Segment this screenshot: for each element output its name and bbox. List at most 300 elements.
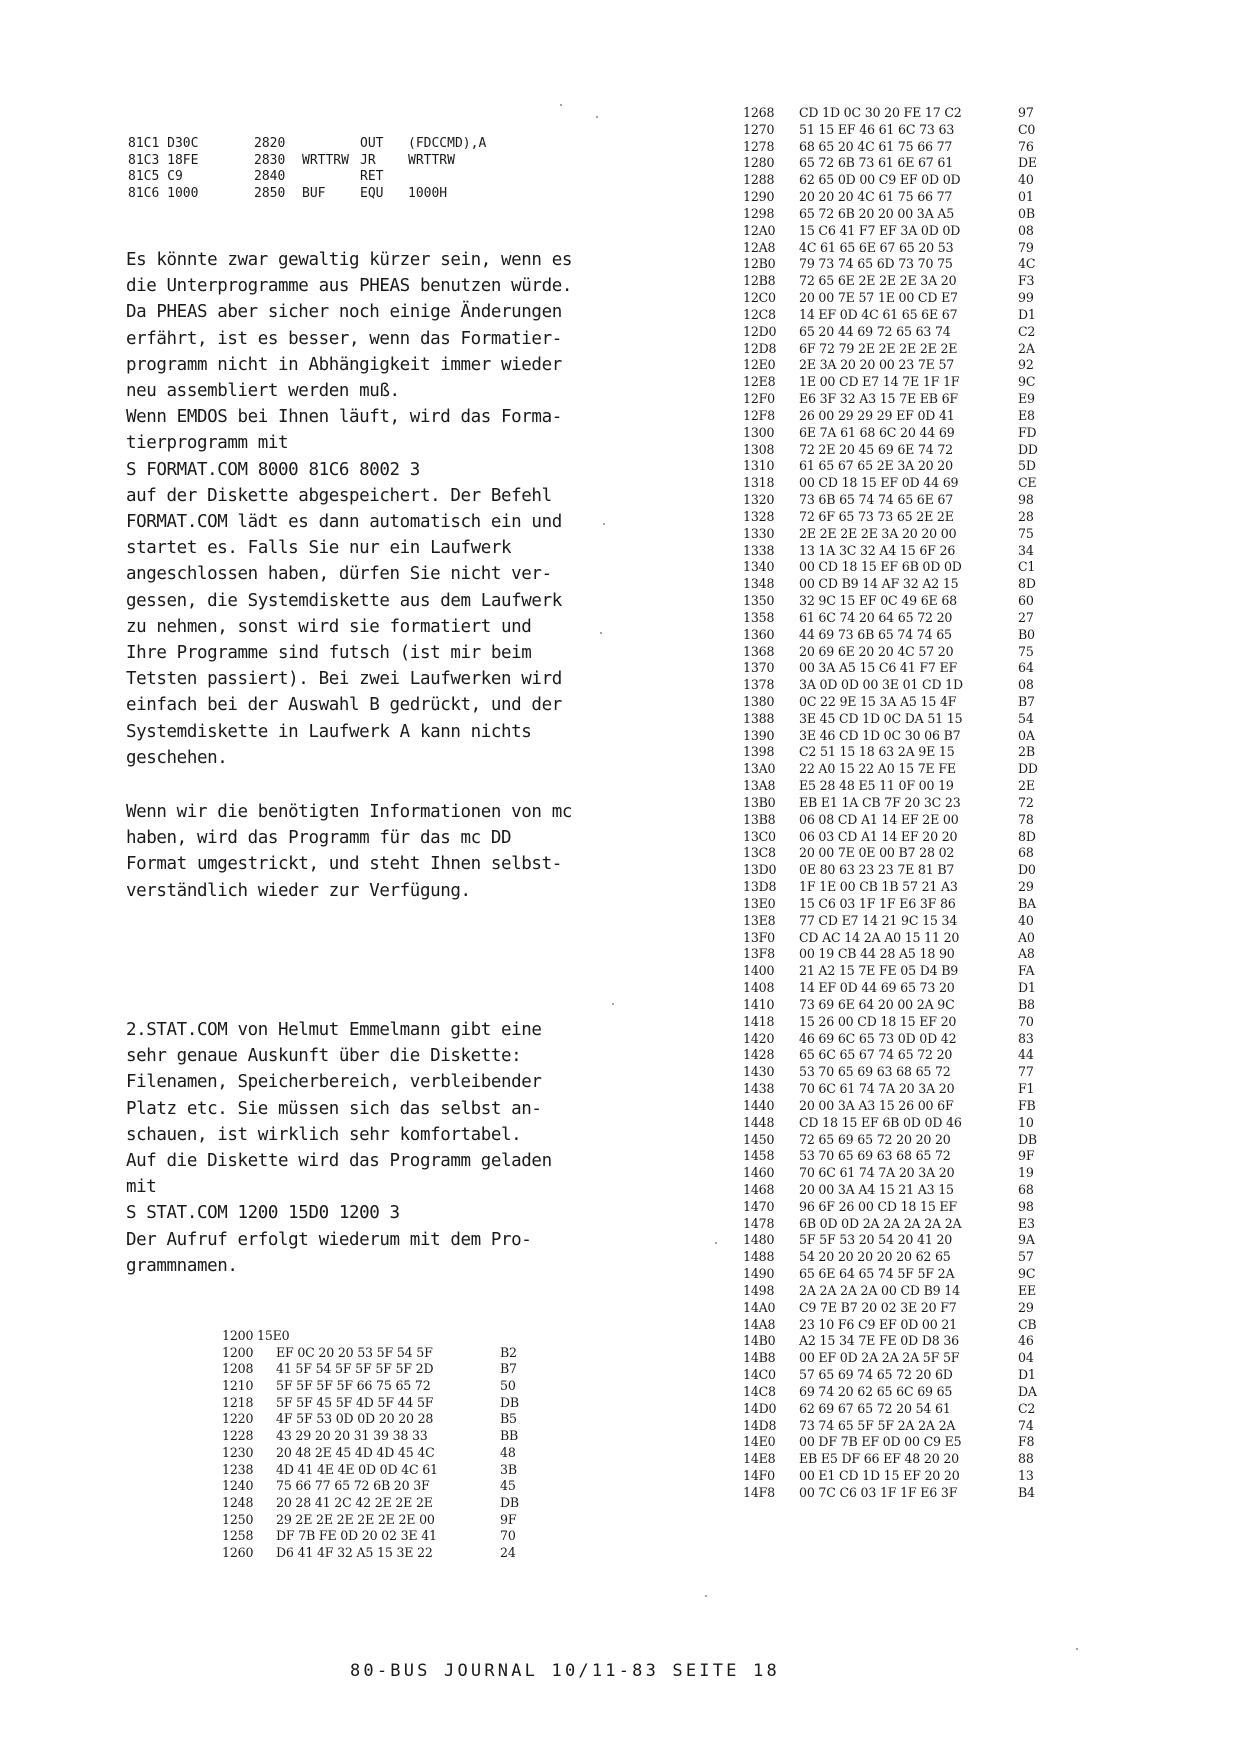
text-line: neu assembliert werden muß.	[126, 381, 400, 402]
text-line: verständlich wieder zur Verfügung.	[126, 880, 471, 901]
hex-row	[743, 223, 1043, 240]
hex-row	[743, 1115, 1043, 1132]
hex-checksum: 5D	[1018, 458, 1036, 474]
hex-checksum: 98	[1018, 492, 1034, 508]
hex-bytes: 32 9C 15 EF 0C 49 6E 68	[799, 593, 957, 609]
hex-address: 13D8	[743, 879, 777, 895]
hex-address: 1318	[743, 475, 775, 491]
hex-checksum: 72	[1018, 794, 1034, 810]
hex-address: 1460	[743, 1165, 775, 1181]
hex-checksum: A8	[1018, 946, 1035, 962]
hex-bytes: EF 0C 20 20 53 5F 54 5F	[276, 1344, 433, 1360]
hex-row	[743, 593, 1043, 610]
text-line: Systemdiskette in Laufwerk A kann nichts	[126, 721, 532, 742]
hex-bytes: 68 65 20 4C 61 75 66 77	[799, 138, 953, 154]
text-line: Wenn wir die benötigten Informationen von mc	[126, 802, 572, 822]
hex-checksum: 04	[1018, 1350, 1034, 1366]
hex-address: 1398	[743, 744, 775, 760]
hex-bytes: 14 EF 0D 4C 61 65 6E 67	[799, 306, 958, 322]
hex-address: 1350	[743, 593, 775, 609]
hex-address: 1298	[743, 205, 775, 221]
hex-address: 12F8	[743, 407, 775, 423]
hex-address: 1450	[743, 1131, 775, 1147]
text-line: 2.STAT.COM von Helmut Emmelmann gibt eine	[126, 1020, 542, 1040]
text-line: auf der Diskette abgespeichert. Der Befehl	[126, 485, 552, 506]
hex-address: 1240	[222, 1478, 254, 1494]
hex-bytes: 3E 46 CD 1D 0C 30 06 B7	[799, 727, 961, 743]
hex-bytes: 06 03 CD A1 14 EF 20 20	[799, 828, 958, 844]
hex-row	[222, 1361, 522, 1378]
hex-address: 12D8	[743, 340, 777, 356]
hex-address: 1228	[222, 1428, 254, 1444]
hex-bytes: 26 00 29 29 29 EF 0D 41	[799, 407, 955, 423]
hex-bytes: D6 41 4F 32 A5 15 3E 22	[276, 1544, 433, 1560]
hex-address: 1470	[743, 1198, 775, 1214]
hex-address: 1380	[743, 693, 775, 709]
hex-row	[743, 105, 1043, 122]
hex-row	[743, 1098, 1043, 1115]
hex-checksum: 34	[1018, 542, 1034, 558]
hex-address: 1278	[743, 138, 775, 154]
hex-checksum: F8	[1018, 1434, 1035, 1450]
hex-bytes: 00 E1 CD 1D 15 EF 20 20	[799, 1468, 960, 1484]
hex-row	[222, 1428, 522, 1445]
hex-row	[743, 1249, 1043, 1266]
hex-bytes: 23 10 F6 C9 EF 0D 00 21	[799, 1316, 957, 1332]
hex-address: 13E0	[743, 895, 776, 911]
hex-address: 14C8	[743, 1383, 776, 1399]
asm-operand: WRTTRW	[408, 152, 455, 168]
hex-checksum: 13	[1018, 1468, 1034, 1484]
hex-checksum: B5	[500, 1411, 517, 1427]
hex-bytes: 96 6F 26 00 CD 18 15 EF	[799, 1198, 957, 1214]
text-line: Ihre Programme sind futsch (ist mir beim	[126, 643, 532, 664]
hex-bytes: 5F 5F 5F 5F 66 75 65 72	[276, 1378, 431, 1394]
asm-opcode: JR	[360, 152, 376, 168]
hex-checksum: E3	[1018, 1215, 1035, 1231]
hex-bytes: 53 70 65 69 63 68 65 72	[799, 1148, 951, 1164]
hex-address: 1338	[743, 542, 775, 558]
hex-address: 12A0	[743, 222, 776, 238]
hex-checksum: 98	[1018, 1198, 1034, 1214]
hex-row	[743, 980, 1043, 997]
hex-bytes: 2E 2E 2E 2E 3A 20 20 00	[799, 525, 957, 541]
hex-row	[743, 963, 1043, 980]
text-line: FORMAT.COM lädt es dann automatisch ein und	[126, 512, 562, 533]
hex-row	[743, 509, 1043, 526]
hex-checksum: B7	[500, 1361, 517, 1377]
hex-row	[743, 475, 1043, 492]
hex-bytes: 61 65 67 65 2E 3A 20 20	[799, 458, 953, 474]
hex-row	[743, 930, 1043, 947]
hex-bytes: 00 EF 0D 2A 2A 2A 5F 5F	[799, 1350, 960, 1366]
hex-bytes: 65 72 6B 73 61 6E 67 61	[799, 155, 954, 171]
hex-address: 1468	[743, 1182, 775, 1197]
hex-bytes: 65 72 6B 20 20 00 3A A5	[799, 205, 955, 221]
hex-bytes: 70 6C 61 74 7A 20 3A 20	[799, 1081, 955, 1097]
hex-checksum: 64	[1018, 660, 1034, 676]
asm-opcode: EQU	[360, 185, 384, 201]
hex-address: 14D8	[743, 1417, 777, 1433]
hex-bytes: 79 73 74 65 6D 73 70 75	[799, 256, 953, 272]
hex-checksum: 0B	[1018, 205, 1035, 221]
text-line: Auf die Diskette wird das Programm geladen	[126, 1151, 552, 1172]
scan-speck	[1076, 1648, 1078, 1650]
hex-address: 1220	[222, 1411, 254, 1427]
hex-checksum: CB	[1018, 1316, 1037, 1332]
hex-row	[743, 1148, 1043, 1165]
hex-row	[743, 778, 1043, 795]
hex-checksum: 75	[1018, 643, 1034, 659]
hex-address: 1488	[743, 1249, 775, 1265]
hex-address: 12C0	[743, 290, 776, 306]
hex-checksum: 9C	[1018, 374, 1036, 390]
text-line: die Unterprogramme aus PHEAS benutzen würde.	[126, 276, 572, 297]
hex-address: 1348	[743, 576, 775, 592]
hex-bytes: 0E 80 63 23 23 7E 81 B7	[799, 862, 955, 878]
hex-address: 1408	[743, 980, 775, 996]
hex-bytes: 5F 5F 45 5F 4D 5F 44 5F	[276, 1394, 434, 1410]
hex-checksum: D1	[1018, 1367, 1036, 1383]
hex-checksum: D1	[1018, 980, 1036, 996]
hex-address: 12B0	[743, 256, 776, 272]
hex-address: 1418	[743, 1013, 775, 1029]
hex-checksum: B7	[1018, 693, 1035, 709]
text-line: S STAT.COM 1200 15D0 1200 3	[126, 1203, 400, 1224]
asm-line	[128, 186, 486, 203]
hex-address: 1230	[222, 1444, 254, 1460]
asm-line-number: 2840	[254, 169, 286, 184]
hex-checksum: 46	[1018, 1333, 1034, 1349]
hex-bytes: 13 1A 3C 32 A4 15 6F 26	[799, 542, 956, 558]
hex-row	[743, 357, 1043, 374]
hex-bytes: 15 26 00 CD 18 15 EF 20	[799, 1013, 957, 1029]
hex-row	[743, 1300, 1043, 1317]
hex-address: 14D0	[743, 1400, 777, 1416]
text-line: Tetsten passiert). Bei zwei Laufwerken wird	[126, 669, 562, 690]
scan-speck	[612, 1003, 614, 1005]
hex-row	[743, 795, 1043, 812]
hex-bytes: 43 29 20 20 31 39 38 33	[276, 1428, 428, 1444]
hex-address: 1420	[743, 1030, 775, 1046]
hex-address: 14B8	[743, 1350, 776, 1366]
hex-bytes: 20 20 20 4C 61 75 66 77	[799, 189, 953, 205]
hex-checksum: 9A	[1018, 1232, 1035, 1248]
hex-bytes: 00 CD 18 15 EF 0D 44 69	[799, 475, 959, 491]
hex-row	[743, 543, 1043, 560]
hex-address: 13A8	[743, 778, 776, 794]
hex-row	[222, 1445, 522, 1462]
hex-address: 1200	[222, 1344, 254, 1360]
hex-checksum: DE	[1018, 155, 1037, 171]
hex-row	[743, 862, 1043, 879]
text-line: Wenn EMDOS bei Ihnen läuft, wird das Forma-	[126, 407, 562, 428]
hex-bytes: 21 A2 15 7E FE 05 D4 B9	[799, 963, 959, 979]
hex-row	[222, 1478, 522, 1495]
hex-checksum: DA	[1018, 1383, 1037, 1399]
hex-bytes: 73 6B 65 74 74 65 6E 67	[799, 492, 954, 508]
hex-address: 1340	[743, 559, 775, 575]
hex-address: 13C0	[743, 828, 776, 844]
hex-checksum: 44	[1018, 1047, 1034, 1063]
hex-row	[743, 425, 1043, 442]
hex-checksum: D0	[1018, 862, 1036, 878]
paragraph-format-program	[126, 247, 601, 771]
hex-row	[743, 1333, 1043, 1350]
hex-bytes: 00 DF 7B EF 0D 00 C9 E5	[799, 1434, 962, 1450]
hex-bytes: 5F 5F 53 20 54 20 41 20	[799, 1232, 953, 1248]
hex-bytes: 15 C6 41 F7 EF 3A 0D 0D	[799, 222, 961, 238]
hex-bytes: 00 19 CB 44 28 A5 18 90	[799, 946, 955, 962]
paragraph-mc-dd-format	[126, 799, 601, 904]
hex-checksum: 83	[1018, 1030, 1034, 1046]
text-line: Filenamen, Speicherbereich, verbleibender	[126, 1072, 542, 1093]
hex-row	[743, 913, 1043, 930]
hex-checksum: FA	[1018, 963, 1035, 979]
hex-row	[743, 122, 1043, 139]
hex-checksum: DB	[1018, 1131, 1037, 1147]
hex-row	[222, 1462, 522, 1479]
hex-row	[743, 458, 1043, 475]
hex-bytes: 2E 3A 20 20 00 23 7E 57	[799, 357, 955, 373]
hex-checksum: 57	[1018, 1249, 1034, 1265]
hex-bytes: 4D 41 4E 4E 0D 0D 4C 61	[276, 1461, 438, 1477]
hex-row	[743, 526, 1043, 543]
hex-row	[743, 324, 1043, 341]
hex-checksum: 3B	[500, 1461, 517, 1477]
asm-address: 81C3 18FE	[128, 152, 199, 168]
hex-address: 1478	[743, 1215, 775, 1231]
hex-checksum: 9F	[1018, 1148, 1035, 1164]
hex-bytes: EB E1 1A CB 7F 20 3C 23	[799, 794, 961, 810]
text-line: grammnamen.	[126, 1255, 238, 1276]
hex-address: 1370	[743, 660, 775, 676]
hex-checksum: FD	[1018, 424, 1037, 440]
hex-bytes: 20 28 41 2C 42 2E 2E 2E	[276, 1494, 433, 1510]
hex-address: 12A8	[743, 239, 776, 255]
hex-bytes: E6 3F 32 A3 15 7E EB 6F	[799, 391, 958, 407]
hex-address: 14E8	[743, 1451, 776, 1467]
text-line: Da PHEAS aber sicher noch einige Änderungen	[126, 302, 562, 323]
text-line: angeschlossen haben, dürfen Sie nicht ver-	[126, 564, 552, 585]
hex-checksum: 92	[1018, 357, 1034, 373]
hex-checksum: 50	[500, 1378, 516, 1394]
hex-row	[743, 442, 1043, 459]
hex-checksum: 68	[1018, 845, 1034, 861]
hex-bytes: 62 65 0D 00 C9 EF 0D 0D	[799, 172, 961, 188]
hex-bytes: 53 70 65 69 63 68 65 72	[799, 1064, 951, 1080]
hex-bytes: 0C 22 9E 15 3A A5 15 4F	[799, 693, 957, 709]
hex-row	[743, 1468, 1043, 1485]
hex-address: 1358	[743, 609, 775, 625]
hex-address: 13B0	[743, 794, 776, 810]
hex-bytes: 00 7C C6 03 1F 1F E6 3F	[799, 1484, 958, 1500]
hex-row	[222, 1545, 522, 1562]
hex-row	[743, 744, 1043, 761]
hex-bytes: 6B 0D 0D 2A 2A 2A 2A 2A	[799, 1215, 962, 1231]
hex-address: 1270	[743, 121, 775, 137]
hex-bytes: 51 15 EF 46 61 6C 73 63	[799, 121, 955, 137]
hex-address: 1260	[222, 1544, 254, 1560]
hex-row	[743, 1317, 1043, 1334]
hex-bytes: CD 1D 0C 30 20 FE 17 C2	[799, 105, 962, 120]
hex-row	[743, 1434, 1043, 1451]
hex-bytes: E5 28 48 E5 11 0F 00 19	[799, 778, 954, 794]
hex-bytes: 20 00 7E 57 1E 00 CD E7	[799, 290, 958, 306]
hex-row	[743, 559, 1043, 576]
hex-row	[743, 341, 1043, 358]
text-line: Der Aufruf erfolgt wiederum mit dem Pro-	[126, 1229, 532, 1250]
hex-row	[743, 240, 1043, 257]
hex-bytes: CD AC 14 2A A0 15 11 20	[799, 929, 960, 945]
hex-checksum: 88	[1018, 1451, 1034, 1467]
hex-bytes: 06 08 CD A1 14 EF 2E 00	[799, 811, 959, 827]
text-line: mit	[126, 1177, 157, 1198]
hex-row	[743, 374, 1043, 391]
asm-address: 81C6 1000	[128, 185, 199, 201]
hex-row	[743, 694, 1043, 711]
asm-line	[128, 136, 486, 153]
hex-address: 12E8	[743, 374, 776, 390]
asm-label: WRTTRW	[302, 152, 349, 168]
hex-row	[743, 139, 1043, 156]
hex-checksum: 48	[500, 1444, 516, 1460]
hex-checksum: C2	[1018, 1400, 1036, 1416]
asm-address: 81C1 D30C	[128, 136, 199, 151]
hex-address: 1238	[222, 1461, 254, 1477]
hex-row	[743, 155, 1043, 172]
hex-bytes: 3A 0D 0D 00 3E 01 CD 1D	[799, 677, 963, 693]
hex-bytes: 20 00 3A A4 15 21 A3 15	[799, 1182, 954, 1197]
hex-bytes: 70 6C 61 74 7A 20 3A 20	[799, 1165, 955, 1181]
asm-operand: 1000H	[408, 185, 448, 201]
hex-row	[743, 290, 1043, 307]
hex-row	[743, 1367, 1043, 1384]
hex-address: 1438	[743, 1081, 775, 1097]
hex-row	[743, 1031, 1043, 1048]
hex-row	[743, 492, 1043, 509]
hex-row	[743, 189, 1043, 206]
hex-row	[743, 1418, 1043, 1435]
hex-bytes: 00 CD B9 14 AF 32 A2 15	[799, 576, 959, 592]
hex-row	[743, 1350, 1043, 1367]
asm-line	[128, 169, 486, 186]
hex-address: 14F0	[743, 1468, 775, 1484]
hex-checksum: D1	[1018, 306, 1036, 322]
hex-checksum: F1	[1018, 1081, 1035, 1097]
hex-row	[743, 1451, 1043, 1468]
hex-row	[743, 1014, 1043, 1031]
hex-address: 1400	[743, 963, 775, 979]
hex-bytes: 3E 45 CD 1D 0C DA 51 15	[799, 710, 963, 726]
hex-checksum: C1	[1018, 559, 1036, 575]
text-line: schauen, ist wirklich sehr komfortabel.	[126, 1124, 522, 1145]
hex-checksum: BB	[500, 1428, 519, 1444]
hex-bytes: 6F 72 79 2E 2E 2E 2E 2E	[799, 340, 958, 356]
hex-checksum: 29	[1018, 879, 1034, 895]
hex-address: 1330	[743, 525, 775, 541]
hex-checksum: 78	[1018, 811, 1034, 827]
hex-checksum: 77	[1018, 1064, 1034, 1080]
hex-checksum: 4C	[1018, 256, 1036, 272]
hex-address: 13E8	[743, 912, 776, 928]
hex-checksum: 2B	[1018, 744, 1035, 760]
hex-checksum: 54	[1018, 710, 1034, 726]
hex-row	[743, 1216, 1043, 1233]
scan-speck	[715, 1242, 717, 1244]
text-line: startet es. Falls Sie nur ein Laufwerk	[126, 538, 512, 559]
hex-checksum: 9F	[500, 1511, 517, 1527]
hex-checksum: 0A	[1018, 727, 1035, 743]
hex-checksum: E9	[1018, 391, 1035, 407]
hex-checksum: EE	[1018, 1282, 1036, 1298]
hex-row	[743, 1199, 1043, 1216]
asm-line-number: 2850	[254, 185, 286, 201]
scan-speck	[600, 632, 602, 634]
hex-dump-right	[743, 105, 1043, 1502]
asm-line	[128, 153, 486, 170]
hex-checksum: B4	[1018, 1484, 1035, 1500]
hex-bytes: 61 6C 74 20 64 65 72 20	[799, 609, 953, 625]
hex-checksum: A0	[1018, 929, 1035, 945]
hex-bytes: 75 66 77 65 72 6B 20 3F	[276, 1478, 430, 1494]
hex-address: 1448	[743, 1114, 775, 1130]
hex-bytes: 00 3A A5 15 C6 41 F7 EF	[799, 660, 958, 676]
hex-checksum: 19	[1018, 1165, 1034, 1181]
hex-row	[743, 896, 1043, 913]
hex-bytes: EB E5 DF 66 EF 48 20 20	[799, 1451, 959, 1467]
hex-address: 14A8	[743, 1316, 776, 1332]
text-line: programm nicht in Abhängigkeit immer wieder	[126, 354, 562, 375]
hex-bytes: 54 20 20 20 20 20 62 65	[799, 1249, 951, 1265]
hex-row	[743, 391, 1043, 408]
hex-address: 1218	[222, 1394, 254, 1410]
hex-address: 14F8	[743, 1484, 775, 1500]
text-line: sehr genaue Auskunft über die Diskette:	[126, 1046, 522, 1067]
hex-bytes: 44 69 73 6B 65 74 74 65	[799, 626, 952, 642]
hex-checksum: 9C	[1018, 1266, 1036, 1282]
hex-checksum: C2	[1018, 323, 1036, 339]
assembler-listing	[128, 136, 486, 202]
hex-checksum: 2E	[1018, 778, 1035, 794]
scan-speck	[705, 1595, 707, 1597]
hex-row	[743, 1401, 1043, 1418]
hex-address: 12C8	[743, 306, 776, 322]
hex-bytes: C9 7E B7 20 02 3E 20 F7	[799, 1299, 957, 1315]
hex-address: 1280	[743, 155, 775, 171]
hex-row	[743, 1232, 1043, 1249]
hex-bytes: 69 74 20 62 65 6C 69 65	[799, 1383, 953, 1399]
text-line: zu nehmen, sonst wird sie formatiert und	[126, 616, 532, 637]
text-line: tierprogramm mit	[126, 433, 289, 454]
text-line: Platz etc. Sie müssen sich das selbst an-	[126, 1098, 542, 1119]
hex-address: 13C8	[743, 845, 776, 861]
hex-checksum: 70	[1018, 1013, 1034, 1029]
hex-row	[743, 1165, 1043, 1182]
hex-address: 1208	[222, 1361, 254, 1377]
scan-speck	[596, 116, 598, 118]
hex-bytes: 20 00 3A A3 15 26 00 6F	[799, 1097, 954, 1113]
hex-bytes: 77 CD E7 14 21 9C 15 34	[799, 912, 958, 928]
hex-checksum: 76	[1018, 138, 1034, 154]
hex-bytes: 1F 1E 00 CB 1B 57 21 A3	[799, 879, 958, 895]
hex-checksum: E8	[1018, 407, 1035, 423]
hex-address: 1368	[743, 643, 775, 659]
hex-checksum: 2A	[1018, 340, 1035, 356]
hex-checksum: 45	[500, 1478, 516, 1494]
hex-checksum: 27	[1018, 609, 1034, 625]
hex-checksum: CE	[1018, 475, 1037, 491]
